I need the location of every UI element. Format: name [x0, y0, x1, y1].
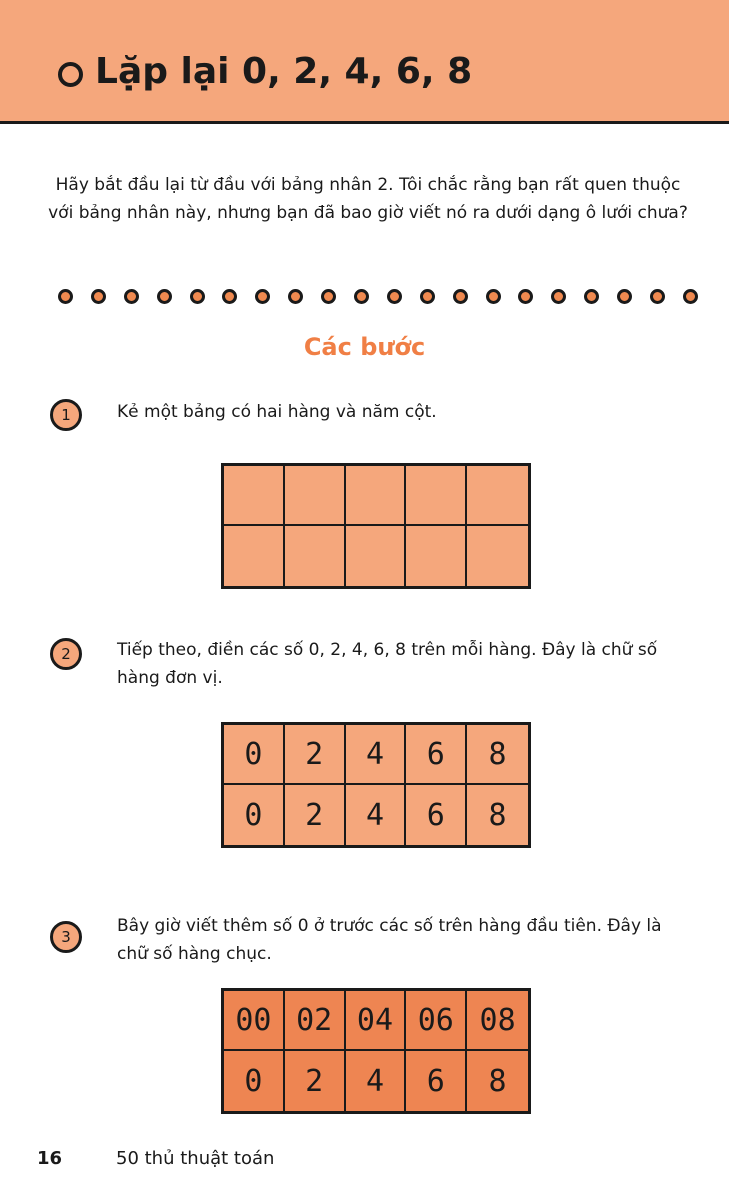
step-number-1: 1	[50, 399, 82, 431]
dot-icon	[222, 289, 237, 304]
dot-icon	[157, 289, 172, 304]
tens-grid	[221, 988, 531, 1114]
grid-cell	[285, 466, 346, 526]
page-title: Lặp lại 0, 2, 4, 6, 8	[95, 51, 473, 92]
dot-icon	[518, 289, 533, 304]
grid-cell	[285, 526, 346, 586]
dot-icon	[617, 289, 632, 304]
grid-cell: 6	[406, 785, 467, 845]
grid-cell: 0	[224, 785, 285, 845]
grid-cell: 8	[488, 1063, 507, 1099]
grid-cell: 2	[285, 1051, 346, 1111]
grid-cell	[346, 466, 407, 526]
step-text-3: Bây giờ viết thêm số 0 ở trước các số trên hàng đầu tiên. Đây là chữ số hàng chục.	[117, 916, 662, 964]
dot-icon	[58, 289, 73, 304]
grid-cell: 8	[467, 725, 528, 785]
grid-cell: 02	[285, 991, 346, 1051]
grid-cell: 0	[224, 1051, 285, 1111]
grid-cell: 06	[406, 991, 467, 1051]
grid-cell: 00	[224, 991, 285, 1051]
circle-bullet-icon	[58, 62, 83, 87]
grid-cell	[406, 526, 467, 586]
grid-cell: 2	[285, 725, 346, 785]
grid-cell	[406, 466, 467, 526]
dot-icon	[91, 289, 106, 304]
dot-icon	[387, 289, 402, 304]
grid-cell: 6	[406, 1051, 467, 1111]
grid-cell	[224, 526, 285, 586]
step-text-2: Tiếp theo, điền các số 0, 2, 4, 6, 8 trên mỗi hàng. Đây là chữ số hàng đơn vị.	[117, 640, 658, 688]
dot-icon	[486, 289, 501, 304]
step-number-3: 3	[50, 921, 82, 953]
dot-divider	[58, 289, 698, 305]
dot-icon	[584, 289, 599, 304]
grid-cell	[224, 466, 285, 526]
step-number-2: 2	[50, 638, 82, 670]
grid-cell: 8	[488, 797, 507, 833]
grid-cell: 4	[346, 785, 407, 845]
dot-icon	[354, 289, 369, 304]
step-text-1: Kẻ một bảng có hai hàng và năm cột.	[117, 402, 437, 422]
grid-cell: 4	[346, 1051, 407, 1111]
grid-cell: 0	[224, 725, 285, 785]
page-number: 16	[37, 1148, 63, 1169]
intro-paragraph: Hãy bắt đầu lại từ đầu với bảng nhân 2. Tôi chắc rằng bạn rất quen thuộc với bảng nhân này, nhưng bạn đã bao giờ viết nó ra dưới dạng ô lưới chưa?	[48, 175, 688, 223]
dot-icon	[551, 289, 566, 304]
dot-icon	[190, 289, 205, 304]
grid-cell: 04	[346, 991, 407, 1051]
dot-icon	[420, 289, 435, 304]
units-grid	[221, 722, 531, 848]
grid-cell: 6	[406, 725, 467, 785]
grid-cell	[467, 466, 528, 526]
section-title: Các bước	[303, 333, 426, 361]
dot-icon	[453, 289, 468, 304]
grid-cell: 2	[285, 785, 346, 845]
dot-icon	[683, 289, 698, 304]
grid-cell: 4	[346, 725, 407, 785]
dot-icon	[255, 289, 270, 304]
grid-cell	[467, 526, 528, 586]
dot-icon	[124, 289, 139, 304]
grid-cell	[346, 526, 407, 586]
grid-cell: 08	[467, 991, 528, 1051]
header-banner	[0, 0, 729, 124]
dot-icon	[321, 289, 336, 304]
empty-grid	[221, 463, 531, 589]
dot-icon	[288, 289, 303, 304]
dot-icon	[650, 289, 665, 304]
book-title: 50 thủ thuật toán	[116, 1148, 275, 1169]
